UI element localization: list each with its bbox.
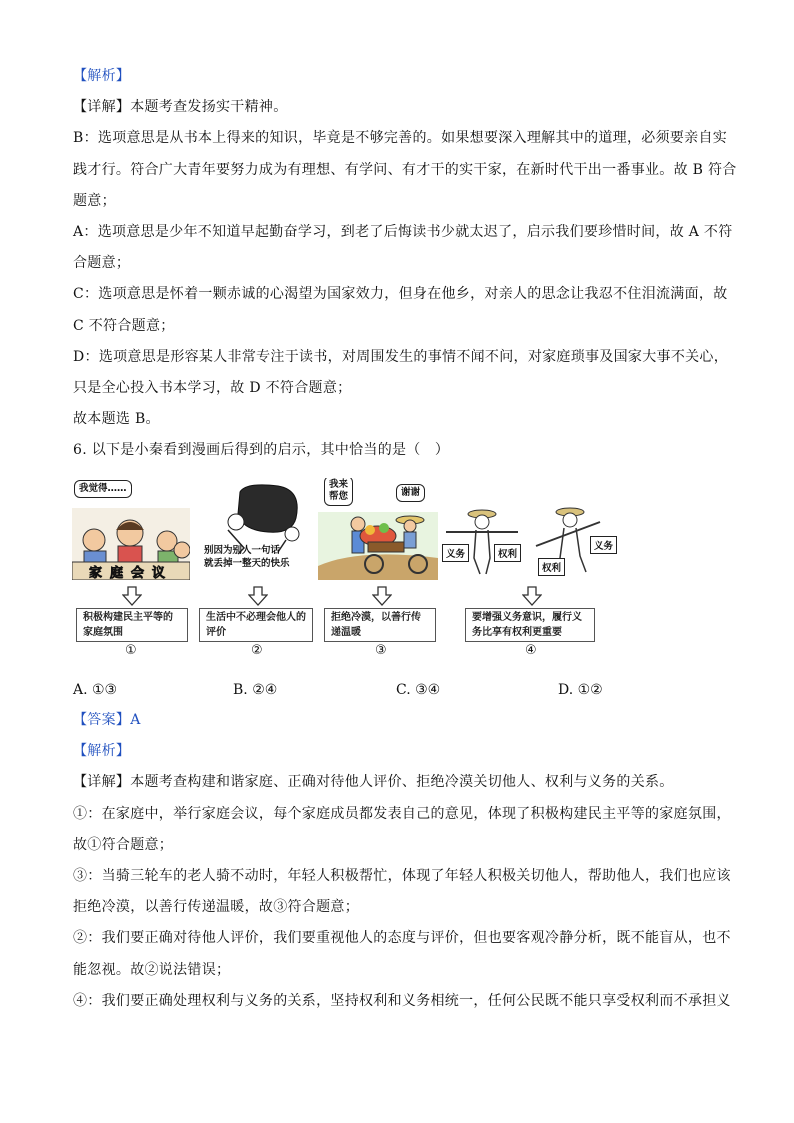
caption-box-2: 生活中不必理会他人的评价 — [199, 608, 313, 642]
comic-panel-3 — [318, 478, 438, 580]
comic-panel-2 — [198, 478, 316, 580]
rights-duties-illustration — [440, 478, 620, 580]
text-line: 【详解】本题考查发扬实干精神。 — [73, 99, 288, 116]
analysis-line: 【解析】 — [73, 743, 131, 760]
caption-box-1: 积极构建民主平等的家庭氛围 — [76, 608, 188, 642]
text-line: C 不符合题意； — [73, 317, 175, 334]
caption-number-1: ① — [125, 643, 137, 658]
analysis-line: ①：在家庭中，举行家庭会议，每个家庭成员都发表自己的意见，体现了积极构建民主平等的家庭氛围， — [73, 805, 731, 822]
analysis-line: 故①符合题意； — [73, 836, 174, 853]
meeting-banner: 家庭会议 — [88, 566, 173, 580]
text-line: D：选项意思是形容某人非常专注于读书，对周围发生的事情不闻不问，对家庭琐事及国家大事不关心， — [73, 348, 729, 365]
duty-tag-right: 义务 — [590, 536, 617, 554]
text-line: 6. 以下是小秦看到漫画后得到的启示，其中恰当的是（ ） — [73, 442, 450, 459]
duty-tag-left: 义务 — [442, 544, 469, 562]
right-tag-right: 权利 — [538, 558, 565, 576]
analysis-line: 【详解】本题考查构建和谐家庭、正确对待他人评价、拒绝冷漠关切他人、权利与义务的关系。 — [73, 774, 674, 791]
text-line: A：选项意思是少年不知道早起勤奋学习，到老了后悔读书少就太迟了，启示我们要珍惜时间，故 A 不符 — [73, 224, 733, 240]
speech-bubble-thanks: 谢谢 — [396, 484, 425, 502]
text-line: C：选项意思是怀着一颗赤诚的心渴望为国家效力，但身在他乡，对亲人的思念让我忍不住泪流满面，故 — [73, 286, 728, 303]
speech-bubble-offer: 我来 帮您 — [324, 478, 353, 506]
text-line: 合题意； — [73, 255, 131, 272]
text-line: 故本题选 B。 — [73, 411, 160, 428]
down-arrow-icon — [372, 586, 392, 606]
down-arrow-icon — [122, 586, 142, 606]
analysis-line: ②：我们要正确对待他人评价，我们要重视他人的态度与评价，但也要客观冷静分析，既不能盲从，也不 — [73, 930, 731, 947]
caption-box-3: 拒绝冷漠，以善行传递温暖 — [324, 608, 436, 642]
analysis-line: 拒绝冷漠，以善行传递温暖，故③符合题意； — [73, 899, 359, 916]
caption-number-3: ③ — [375, 643, 387, 658]
analysis-line: 能忽视。故②说法错误； — [73, 961, 231, 978]
analysis-line: 【答案】A — [73, 712, 141, 728]
option-d: D. ①② — [558, 682, 603, 698]
text-line: B：选项意思是从书本上得来的知识，毕竟是不够完善的。如果想要深入理解其中的道理，必须要亲自实 — [73, 130, 728, 147]
option-a: A. ①③ — [73, 682, 118, 698]
panel-caption-text: 别因为别人一句话 就丢掉一整天的快乐 — [204, 545, 290, 569]
option-b: B. ②④ — [233, 682, 278, 698]
text-line: 践才行。符合广大青年要努力成为有理想、有学问、有才干的实干家，在新时代干出一番事业。故 B 符合 — [73, 161, 737, 178]
caption-number-2: ② — [251, 643, 263, 658]
text-line: 【解析】 — [73, 68, 131, 84]
option-c: C. ③④ — [396, 682, 441, 698]
down-arrow-icon — [248, 586, 268, 606]
comic-panel-1 — [72, 478, 190, 580]
caption-box-4: 要增强义务意识，履行义务比享有权利更重要 — [465, 608, 595, 642]
down-arrow-icon — [522, 586, 542, 606]
analysis-line: ④：我们要正确处理权利与义务的关系，坚持权利和义务相统一，任何公民既不能只享受权利而不承担义 — [73, 992, 731, 1009]
analysis-line: ③：当骑三轮车的老人骑不动时，年轻人积极帮忙，体现了年轻人积极关切他人，帮助他人，我们也应该 — [73, 868, 731, 884]
text-line: 只是全心投入书本学习，故 D 不符合题意； — [73, 380, 352, 396]
speech-bubble: 我觉得…… — [74, 480, 132, 498]
comic-panel-4 — [440, 478, 620, 580]
text-line: 题意； — [73, 192, 116, 209]
right-tag-left: 权利 — [494, 544, 521, 562]
caption-number-4: ④ — [525, 643, 537, 658]
